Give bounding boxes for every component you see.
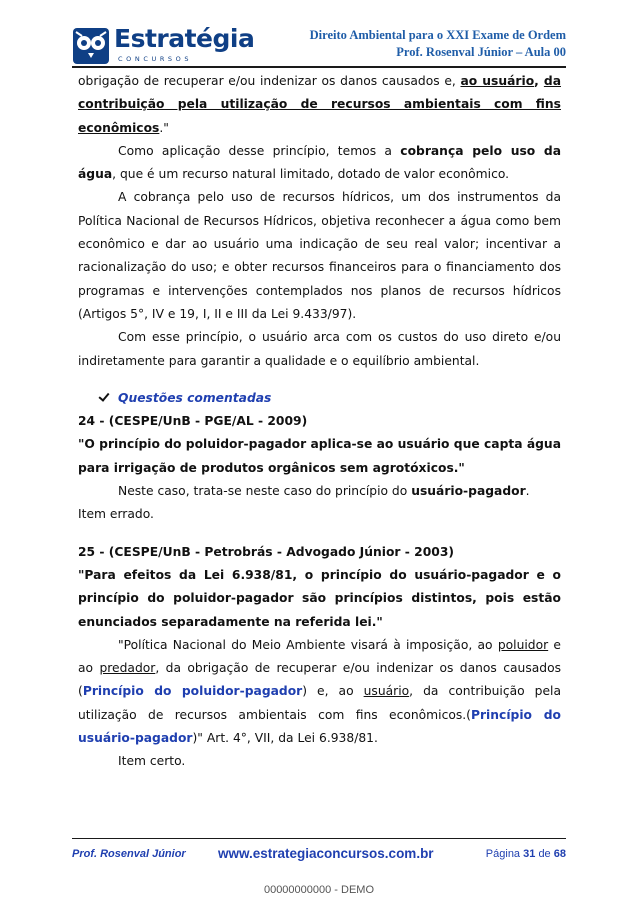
underline-poluidor: poluidor [497, 637, 549, 652]
question-25-answer: "Política Nacional do Meio Ambiente visará à imposição, ao poluidor e ao predador, da obrigação de recuperar e/ou indenizar os danos causados (Princípio do poluidor-pagador) e, ao usuário, da contribuição pela utilização de recursos ambientais com fins econômicos.(Princípio do usuário-pagador)" Art. 4°, VII, da Lei 6.938/81. [78, 637, 561, 746]
brand-subtitle: CONCURSOS [118, 55, 193, 63]
section-heading [78, 387, 561, 410]
highlight-poluidor-pagador: Princípio do poluidor-pagador [82, 684, 303, 699]
demo-watermark: 00000000000 - DEMO [263, 884, 375, 896]
estrategia-logo [72, 24, 255, 66]
question-24-statement: "O princípio do poluidor-pagador aplica-se ao usuário que capta água para irrigação de produtos orgânicos sem agrotóxicos." [78, 437, 561, 475]
question-25-statement: "Para efeitos da Lei 6.938/81, o princípio do usuário-pagador e o princípio do poluidor-pagador são princípios distintos, pois estão enunciados separadamente na referida lei." [78, 567, 561, 629]
paragraph-recursos-hidricos: A cobrança pelo uso de recursos hídricos, um dos instrumentos da Política Nacional de Recursos Hídricos, objetiva reconhecer a água como bem econômico e dar ao usuário uma indicação de seu real valor; incentivar a racionalização do uso; e obter recursos financeiros para o financiamento dos programas e intervenções contemplados nos planos de recursos hídricos (Artigos 5°, IV e 19, I, II e III da Lei 9.433/97). [78, 190, 561, 321]
question-24-answer: Neste caso, trata-se neste caso do princípio do usuário-pagador. [118, 484, 530, 499]
page-counter: Página 31 de 68 [485, 848, 566, 860]
title-line-professor: Prof. Rosenval Júnior – Aula 00 [396, 45, 566, 59]
owl-logo-icon [72, 26, 110, 66]
section-title: Questões comentadas [118, 390, 272, 405]
page-total: 68 [553, 848, 566, 860]
emphasis-cobranca-agua: cobrança pelo uso da água [78, 143, 562, 182]
footer-website-link[interactable]: www.estrategiaconcursos.com.br [218, 846, 434, 861]
question-25-title: 25 - (CESPE/UnB - Petrobrás - Advogado Júnior - 2003) [78, 544, 454, 559]
emphasis-ao-usuario: ao usuário [460, 74, 535, 88]
page-number: 31 [523, 848, 536, 860]
page-footer [72, 846, 566, 864]
highlight-usuario-pagador: Princípio do usuário-pagador [78, 707, 561, 746]
emphasis-usuario-pagador: usuário-pagador [411, 484, 526, 499]
question-24-title: 24 - (CESPE/UnB - PGE/AL - 2009) [78, 414, 308, 429]
emphasis-contribuicao: da contribuição pela utilização de recursos ambientais com fins econômicos [78, 74, 561, 135]
brand-name: Estratégia [114, 24, 255, 53]
question-24-verdict: Item errado. [78, 507, 154, 522]
question-25-verdict: Item certo. [118, 754, 186, 769]
header-divider [72, 66, 566, 68]
checkmark-icon [98, 391, 110, 403]
paragraph-continuation: obrigação de recuperar e/ou indenizar os danos causados e, ao usuário, da contribuição pela utilização de recursos ambientais com fins econômicos." [78, 74, 561, 135]
footer-author: Prof. Rosenval Júnior [72, 848, 186, 860]
paragraph-cobranca: Como aplicação desse princípio, temos a cobrança pelo uso da água, que é um recurso natural limitado, dotado de valor econômico. [78, 143, 562, 182]
footer-divider [72, 838, 566, 839]
underline-predador: predador [99, 661, 156, 676]
paragraph-principio: Com esse princípio, o usuário arca com os custos do uso direto e/ou indiretamente para garantir a qualidade e o equilíbrio ambiental. [78, 330, 561, 368]
page-header [0, 0, 638, 70]
document-title [310, 27, 566, 61]
page-body [78, 70, 561, 774]
underline-usuario: usuário [363, 684, 410, 699]
title-line-course: Direito Ambiental para o XXI Exame de Ordem [309, 28, 566, 42]
